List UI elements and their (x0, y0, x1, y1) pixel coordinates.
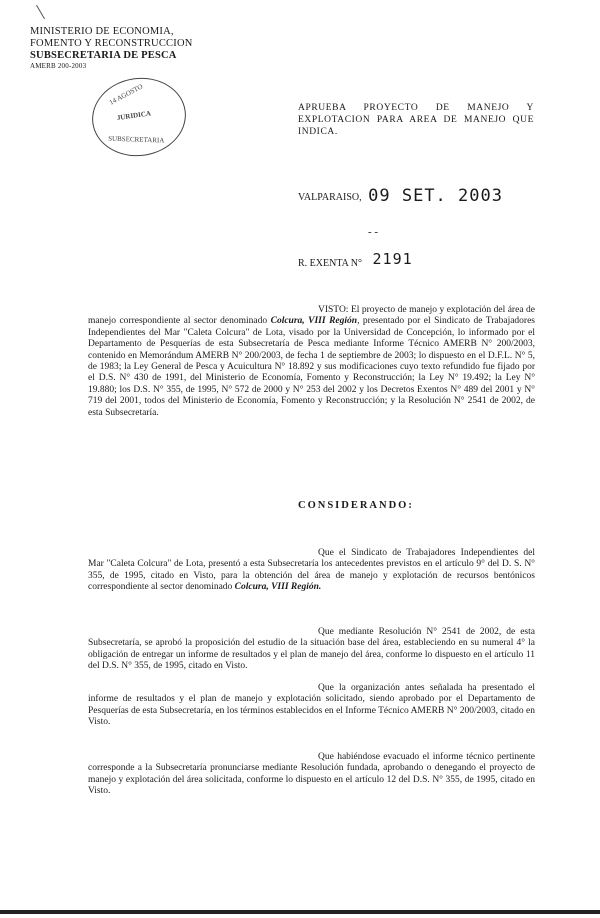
ministry-line-2: FOMENTO Y RECONSTRUCCION (30, 38, 193, 49)
c1-text: Que el Sindicato de Trabajadores Independientes del Mar "Caleta Colcura" de Lota, presentó a esta Subsecretaría los antecedentes previstos en el artículo 9° del D. S. N° 355, de 1995, citado en Visto, para la obtención del área de manejo y explotación de recursos bentónicos correspondiente al sector denominado (88, 548, 535, 593)
juridica-stamp (87, 72, 191, 162)
amerb-reference: AMERB 200-2003 (30, 62, 87, 70)
letterhead (30, 26, 220, 71)
date-line (298, 186, 503, 206)
considerando-paragraph-3: Que la organización antes señalada ha presentado el informe de resultados y el plan de manejo y explotación solicitado, siendo aprobado por el Departamento de Pesquerías de esta Subsecretaría, en los términos establecidos en el Informe Técnico AMERB N° 200/2003, citado en Visto. (88, 683, 535, 728)
ministry-line-1: MINISTERIO DE ECONOMIA, (30, 26, 174, 37)
considerando-paragraph-1 (88, 548, 535, 594)
subsecretaria-line: SUBSECRETARIA DE PESCA (30, 50, 177, 61)
visto-text-b: , presentado por el Sindicato de Trabajadores Independientes del Mar "Caleta Colcura" de Lota, visado por la Universidad de Concepción, lo informado por el Departamento de Pesquerías de esta Subsecretaría de Pesca mediante Informe Técnico AMERB N° 200/2003, contenido en Memorándum AMERB N° 200/2003, de fecha 1 de septiembre de 2003; lo dispuesto en el D.F.L. N° 5, de 1983; la Ley General de Pesca y Acuicultura N° 18.892 y sus modificaciones cuyo texto refundido fue fijado por el D.S. N° 430 de 1991, del Ministerio de Economía, Fomento y Reconstrucción; la Ley N° 19.492; la Ley N° 19.880; los D.S. N° 355, de 1995, N° 572 de 2000 y N° 253 del 2002 y los Decretos Exentos N° 489 del 2001 y N° 719 del 2001, todos del Ministerio de Economía, Fomento y Reconstrucción; y la Resolución N° 2541 de 2002, de esta Subsecretaría. (88, 316, 535, 418)
rexenta-label: R. EXENTA N° (298, 258, 363, 269)
stamp-text-middle: JURIDICA (116, 109, 152, 123)
stamp-text-top: 14 AGOSTO (108, 82, 145, 107)
resolution-number: 2191 (372, 250, 413, 268)
visto-paragraph (88, 305, 535, 419)
resolution-subject: APRUEBA PROYECTO DE MANEJO Y EXPLOTACION PARA AREA DE MANEJO QUE INDICA. (298, 103, 534, 137)
considerando-paragraph-4: Que habiéndose evacuado el informe técnico pertinente corresponde a la Subsecretaría pronunciarse mediante Resolución fundada, aprobando o denegando el proyecto de manejo y explotación del área solicitada, conforme lo dispuesto en el artículo 12 del D.S. N° 355, de 1995, citado en Visto. (88, 752, 535, 797)
page-bottom-edge (0, 910, 600, 914)
scan-mark (36, 5, 45, 19)
resolution-date: 09 SET. 2003 (368, 186, 503, 206)
stamp-text-bottom: SUBSECRETARIA (107, 134, 165, 145)
considerando-heading: CONSIDERANDO: (298, 500, 414, 511)
handwritten-dash: - - (368, 226, 379, 238)
c1-sector-name: Colcura, VIII Región. (234, 582, 322, 593)
city-label: VALPARAISO, (298, 192, 362, 203)
considerando-paragraph-2: Que mediante Resolución N° 2541 de 2002, de esta Subsecretaría, se aprobó la proposición del estudio de la situación base del área, estableciendo en su numeral 4° la obligación de entregar un informe de resultados y el plan de manejo del área, conforme lo dispuesto en el artículo 11 del D.S. N° 355, de 1995, citado en Visto. (88, 627, 535, 672)
resolution-number-line (298, 250, 413, 269)
visto-text-a: VISTO: El proyecto de manejo y explotación del área de manejo correspondiente al sector denominado (88, 305, 535, 327)
visto-sector-name: Colcura, VIII Región (270, 316, 358, 327)
